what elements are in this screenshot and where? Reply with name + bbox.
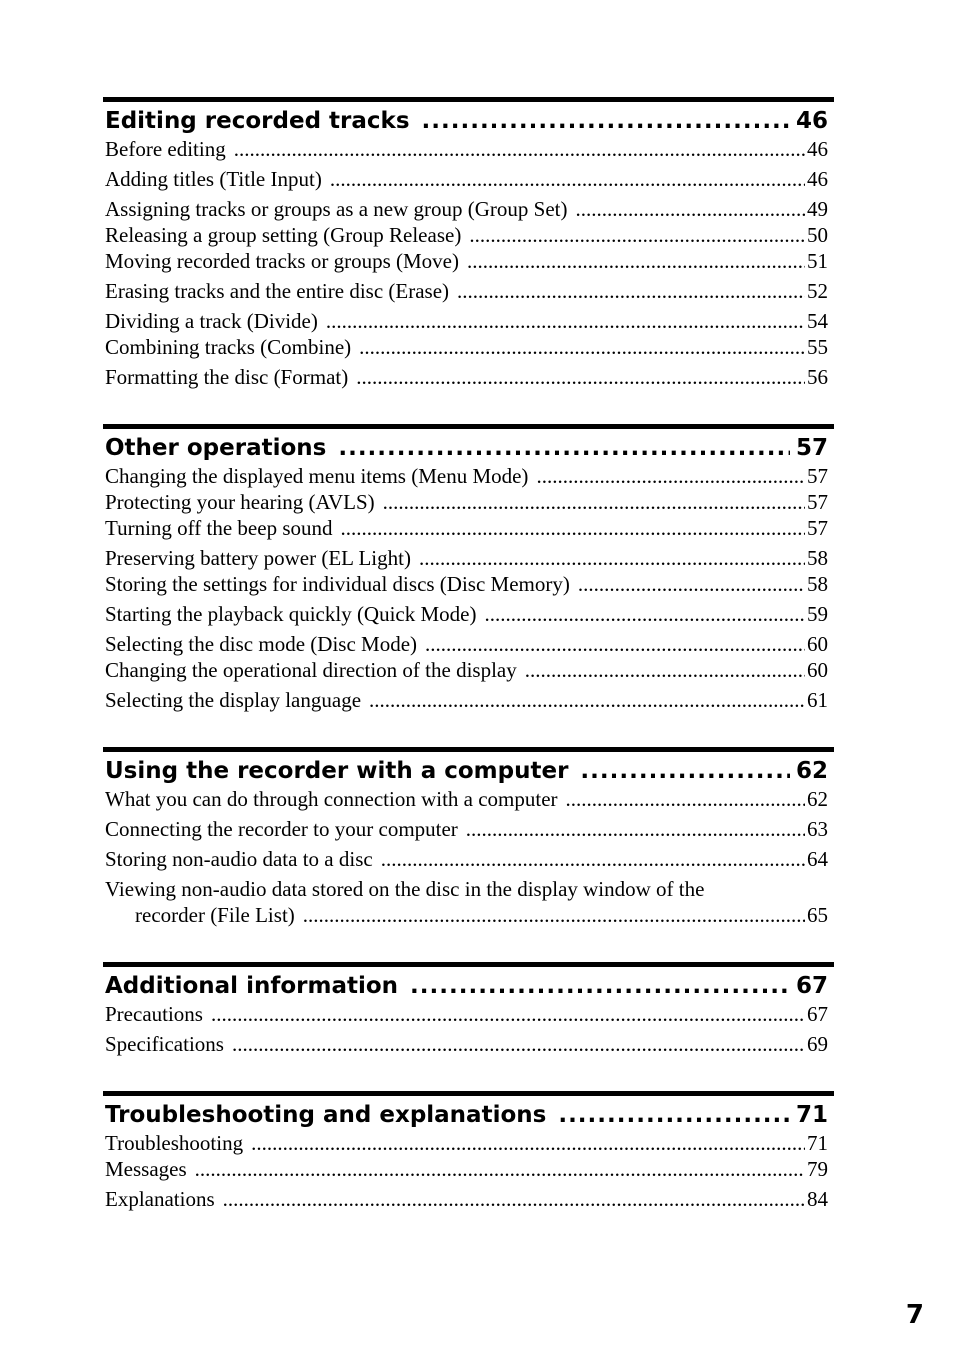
entry-page: 55 [807,335,828,359]
section-page: 62 [795,758,828,784]
entry-label: Moving recorded tracks or groups (Move) [105,249,459,273]
toc-entry[interactable] [105,631,828,657]
toc-entry[interactable] [105,1031,828,1057]
leader-dots [234,136,805,162]
leader-dots [326,308,805,334]
entry-page: 63 [807,817,828,841]
leader-dots [359,334,805,360]
leader-dots [195,1156,805,1182]
entry-page: 79 [807,1157,828,1181]
section-title: Additional information [105,973,399,999]
leader-dots [330,166,805,192]
toc-entry[interactable] [105,571,828,597]
leader-dots [425,631,805,657]
toc-section-editing [103,97,834,390]
entry-label: Adding titles (Title Input) [105,167,322,191]
entry-page: 67 [807,1002,828,1026]
entry-label: Protecting your hearing (AVLS) [105,490,375,514]
section-title: Using the recorder with a computer [105,758,569,784]
leader-dots [381,846,805,872]
entry-page: 52 [807,279,828,303]
section-title: Editing recorded tracks [105,108,410,134]
entry-page: 51 [807,249,828,273]
toc-entry[interactable] [105,364,828,390]
entry-label-line2: recorder (File List) [135,903,295,927]
toc-entry[interactable] [105,657,828,683]
entry-label: Erasing tracks and the entire disc (Erase) [105,279,450,303]
entry-page: 56 [807,365,828,389]
entry-page: 57 [807,516,828,540]
section-page: 71 [795,1102,828,1128]
leader-dots [410,971,790,1001]
entry-page: 46 [807,137,828,161]
leader-dots [469,222,805,248]
entry-page: 60 [807,632,828,656]
toc-entry[interactable] [105,1186,828,1212]
leader-dots [466,816,805,842]
entry-label: Explanations [105,1187,215,1211]
entry-label: Selecting the display language [105,688,362,712]
section-heading[interactable] [103,1096,834,1130]
section-page: 46 [795,108,828,134]
entry-page: 69 [807,1032,828,1056]
entry-label: Changing the displayed menu items (Menu Mode) [105,464,529,488]
page-number: 7 [905,1300,924,1330]
leader-dots [457,278,805,304]
leader-dots [356,364,805,390]
leader-dots [303,902,805,928]
entry-page: 58 [807,572,828,596]
toc-entry[interactable] [105,816,828,842]
toc-entry-wrapped[interactable] [105,876,828,928]
entry-page: 64 [807,847,828,871]
leader-dots [232,1031,805,1057]
entry-label: Turning off the beep sound [105,516,333,540]
leader-dots [419,545,805,571]
toc-entry[interactable] [105,166,828,192]
leader-dots [383,489,805,515]
toc-entry[interactable] [105,515,828,541]
toc-section-troubleshooting [103,1091,834,1212]
entry-label: Releasing a group setting (Group Release) [105,223,462,247]
section-heading[interactable] [103,102,834,136]
toc-entry[interactable] [105,278,828,304]
entry-page: 60 [807,658,828,682]
leader-dots [369,687,805,713]
leader-dots [578,571,805,597]
leader-dots [536,463,805,489]
toc-entry[interactable] [105,1130,828,1156]
entry-label: Storing the settings for individual discs (Disc Memory) [105,572,570,596]
section-page: 67 [795,973,828,999]
entry-label: Connecting the recorder to your computer [105,817,458,841]
toc-entry[interactable] [105,222,828,248]
leader-dots [467,248,805,274]
toc-entry[interactable] [105,196,828,222]
entry-page: 58 [807,546,828,570]
entry-page: 46 [807,167,828,191]
entry-label: Troubleshooting [105,1131,244,1155]
toc-entry[interactable] [105,463,828,489]
toc-entry[interactable] [105,1156,828,1182]
toc-entry[interactable] [105,846,828,872]
toc-section-additional [103,962,834,1057]
toc-entry[interactable] [105,308,828,334]
leader-dots [558,1100,790,1130]
leader-dots [223,1186,805,1212]
entry-label: Messages [105,1157,187,1181]
entry-label: Specifications [105,1032,224,1056]
entry-label: Starting the playback quickly (Quick Mode) [105,602,477,626]
section-heading[interactable] [103,752,834,786]
entry-label: Preserving battery power (EL Light) [105,546,411,570]
entry-page: 62 [807,787,828,811]
section-title: Troubleshooting and explanations [105,1102,547,1128]
toc-entry[interactable] [105,687,828,713]
entry-label: Changing the operational direction of the display [105,658,517,682]
toc-section-computer [103,747,834,928]
entry-label: Assigning tracks or groups as a new group (Group Set) [105,197,568,221]
entry-page: 57 [807,464,828,488]
entry-page: 65 [807,903,828,927]
entry-label: Combining tracks (Combine) [105,335,352,359]
entry-page: 71 [807,1131,828,1155]
leader-dots [341,515,806,541]
entry-label: Dividing a track (Divide) [105,309,318,333]
toc-entry[interactable] [105,334,828,360]
entry-label: What you can do through connection with a computer [105,787,558,811]
toc-entry[interactable] [105,786,828,812]
entry-page: 61 [807,688,828,712]
entry-label: Formatting the disc (Format) [105,365,349,389]
toc-entry[interactable] [105,1001,828,1027]
leader-dots [566,786,805,812]
entry-page: 54 [807,309,828,333]
entry-page: 59 [807,602,828,626]
entry-page: 50 [807,223,828,247]
toc-entry[interactable] [105,601,828,627]
section-title: Other operations [105,435,327,461]
entry-label-line1: Viewing non-audio data stored on the disc in the display window of the [105,877,705,901]
section-heading[interactable] [103,967,834,1001]
entry-label: Precautions [105,1002,203,1026]
leader-dots [422,106,790,136]
leader-dots [525,657,805,683]
section-page: 57 [795,435,828,461]
leader-dots [251,1130,805,1156]
section-heading[interactable] [103,429,834,463]
leader-dots [211,1001,805,1027]
entry-label: Selecting the disc mode (Disc Mode) [105,632,418,656]
toc-section-other-operations [103,424,834,713]
entry-page: 49 [807,197,828,221]
entry-page: 84 [807,1187,828,1211]
leader-dots [338,433,790,463]
leader-dots [485,601,806,627]
leader-dots [576,196,805,222]
toc-entry[interactable] [105,489,828,515]
table-of-contents [103,97,834,1246]
entry-page: 57 [807,490,828,514]
entry-label: Storing non-audio data to a disc [105,847,373,871]
toc-entry[interactable] [105,136,828,162]
toc-entry[interactable] [105,248,828,274]
entry-label: Before editing [105,137,226,161]
toc-entry[interactable] [105,545,828,571]
leader-dots [580,756,790,786]
